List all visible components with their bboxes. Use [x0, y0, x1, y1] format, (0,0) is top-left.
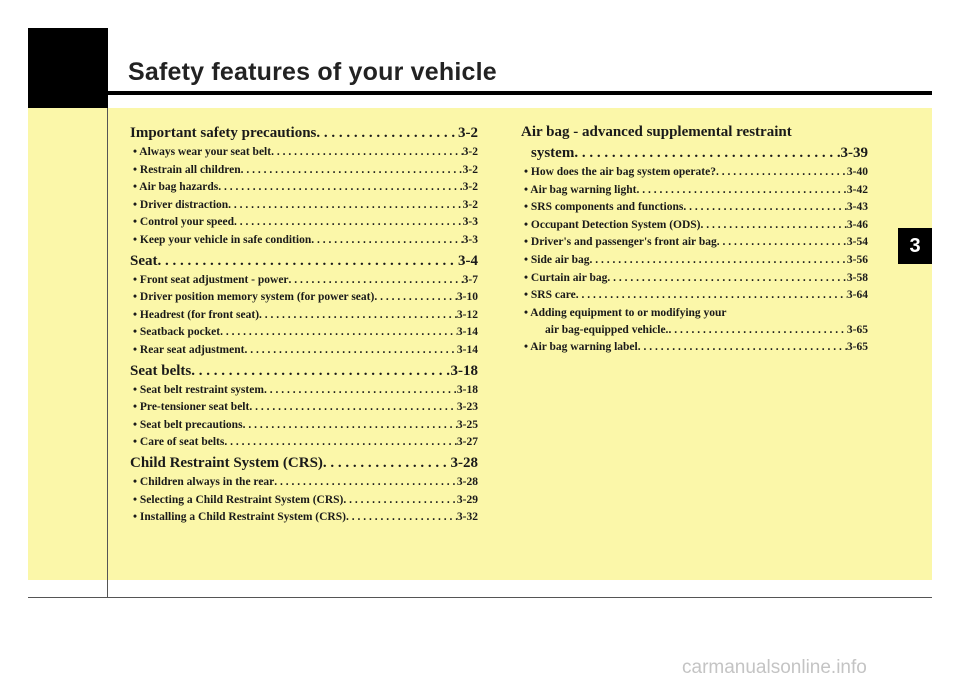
toc-entry[interactable]	[521, 270, 868, 288]
toc-heading-airbag[interactable]: Air bag - advanced supplemental restraint	[521, 124, 792, 140]
toc-entry-title: • Seat belt precautions	[133, 418, 243, 431]
toc-right-items	[521, 164, 868, 305]
toc-entry-title: Seat	[130, 252, 158, 269]
toc-entry-title: • Keep your vehicle in safe condition	[133, 233, 312, 246]
toc-entry-page: 3-2	[458, 125, 478, 141]
toc-entry-page: 3-29	[456, 493, 478, 506]
toc-entry-page: 3-2	[462, 163, 478, 176]
toc-entry[interactable]	[521, 164, 868, 182]
toc-entry-title[interactable]: • Adding equipment to or modifying your	[524, 306, 727, 319]
toc-entry-title: Child Restraint System (CRS)	[130, 454, 323, 471]
page-title: Safety features of your vehicle	[128, 58, 497, 86]
toc-entry-page: 3-18	[456, 383, 478, 396]
toc-entry-page: 3-42	[846, 183, 868, 196]
toc-leader	[716, 164, 847, 182]
toc-leader	[668, 322, 846, 340]
toc-entry-page: 3-46	[846, 218, 868, 231]
toc-entry-page: 3-27	[456, 436, 478, 449]
toc-leader	[249, 399, 457, 417]
toc-entry-page: 3-14	[456, 343, 478, 356]
toc-entry-page: 3-2	[462, 198, 478, 211]
toc-leader	[683, 199, 847, 217]
toc-entry[interactable]	[130, 197, 478, 215]
toc-leader	[259, 307, 457, 325]
toc-leader	[264, 382, 457, 400]
toc-entry-page: 3-58	[846, 271, 868, 284]
toc-entry[interactable]	[521, 217, 868, 235]
toc-entry-title: • Headrest (for front seat)	[133, 308, 260, 321]
toc-entry-page: 3-25	[456, 418, 478, 431]
toc-entry[interactable]	[521, 252, 868, 270]
toc-leader	[636, 182, 846, 200]
toc-entry[interactable]	[130, 123, 478, 144]
toc-leader	[224, 434, 457, 452]
toc-leader	[638, 339, 847, 357]
toc-entry[interactable]	[130, 272, 478, 290]
toc-entry-title: • Air bag hazards	[133, 181, 219, 194]
toc-leader	[607, 270, 847, 288]
toc-leader	[244, 342, 456, 360]
toc-leader	[576, 287, 847, 305]
toc-entry-page: 3-7	[462, 273, 478, 286]
toc-entry[interactable]	[521, 234, 868, 252]
toc-entry[interactable]	[130, 289, 478, 307]
toc-entry-title: • Front seat adjustment - power	[133, 273, 289, 286]
toc-entry[interactable]	[130, 474, 478, 492]
toc-leader	[158, 251, 459, 272]
toc-entry-page: 3-65	[846, 323, 868, 336]
toc-leader	[218, 179, 462, 197]
toc-entry[interactable]	[130, 251, 478, 272]
toc-entry[interactable]	[130, 434, 478, 452]
toc-entry[interactable]	[130, 179, 478, 197]
toc-entry-title: • Side air bag	[524, 253, 590, 266]
toc-entry[interactable]	[130, 361, 478, 382]
toc-entry-page: 3-2	[462, 146, 478, 158]
toc-entry[interactable]	[130, 162, 478, 180]
toc-entry[interactable]	[130, 232, 478, 250]
toc-entry-title: • Rear seat adjustment	[133, 343, 245, 356]
toc-entry[interactable]	[130, 417, 478, 435]
toc-entry-page: 3-28	[456, 475, 478, 488]
toc-entry-page: 3-40	[846, 166, 868, 178]
toc-entry-page: 3-2	[462, 181, 478, 194]
toc-entry[interactable]	[130, 492, 478, 510]
toc-leader	[191, 361, 450, 382]
toc-leader	[271, 144, 463, 162]
toc-entry[interactable]	[521, 143, 868, 164]
toc-leader	[374, 289, 457, 307]
toc-entry-page: 3-65	[846, 341, 868, 354]
toc-entry-title: system	[531, 145, 575, 161]
toc-entry-page: 3-4	[458, 252, 478, 269]
toc-entry-title: • Installing a Child Restraint System (CRS)	[133, 511, 346, 524]
toc-entry-title: • Occupant Detection System (ODS)	[524, 218, 701, 231]
toc-entry[interactable]	[130, 453, 478, 474]
toc-leader	[343, 492, 457, 510]
toc-leader	[220, 324, 457, 342]
toc-entry-title: • Restrain all children	[133, 163, 241, 176]
toc-leader	[241, 162, 463, 180]
toc-entry-title: • Curtain air bag	[524, 271, 608, 284]
toc-entry-title: • Seat belt restraint system	[133, 383, 264, 396]
toc-entry-title: • Air bag warning light	[524, 183, 637, 196]
toc-entry-page: 3-12	[456, 308, 478, 321]
toc-entry[interactable]	[130, 307, 478, 325]
toc-leader	[289, 272, 463, 290]
toc-leader	[234, 214, 463, 232]
toc-leader	[323, 453, 451, 474]
toc-entry-title: air bag-equipped vehicle.	[545, 323, 669, 336]
toc-entry[interactable]	[521, 199, 868, 217]
toc-leader	[243, 417, 457, 435]
toc-entry-title: • Seatback pocket	[133, 326, 221, 339]
toc-entry-title: Important safety precautions	[130, 125, 317, 141]
toc-entry[interactable]	[130, 324, 478, 342]
toc-entry-title: • Pre-tensioner seat belt	[133, 401, 250, 414]
toc-entry-title: • How does the air bag system operate?	[524, 166, 716, 178]
toc-leader	[346, 509, 457, 527]
chapter-black-block	[28, 28, 108, 108]
toc-entry-page: 3-28	[450, 454, 478, 471]
toc-entry[interactable]	[130, 144, 478, 162]
toc-entry[interactable]	[130, 509, 478, 527]
toc-entry[interactable]	[521, 287, 868, 305]
toc-leader	[717, 234, 847, 252]
toc-entry[interactable]	[130, 399, 478, 417]
margin-divider	[107, 108, 108, 598]
toc-entry-page: 3-56	[846, 253, 868, 266]
toc-leader	[228, 197, 463, 215]
toc-entry-page: 3-43	[846, 201, 868, 214]
toc-entry-title: • Driver distraction	[133, 198, 229, 211]
toc-leader	[574, 143, 840, 164]
toc-entry-title: • Always wear your seat belt	[133, 146, 272, 158]
toc-entry-page: 3-3	[462, 233, 478, 246]
toc-entry[interactable]	[130, 214, 478, 232]
chapter-tab[interactable]: 3	[898, 228, 932, 264]
toc-entry-title: • Driver's and passenger's front air bag	[524, 236, 717, 249]
toc-entry-page: 3-64	[846, 289, 868, 302]
toc-entry-title: • Control your speed	[133, 216, 235, 229]
toc-entry-page: 3-54	[846, 236, 868, 249]
toc-right-column	[521, 122, 868, 357]
toc-entry-title: • Driver position memory system (for power seat)	[133, 291, 375, 304]
toc-entry-title: • SRS care	[524, 289, 576, 302]
toc-entry-title: • SRS components and functions	[524, 201, 684, 214]
title-rule	[108, 91, 932, 95]
toc-entry-page: 3-39	[840, 145, 868, 161]
toc-entry-page: 3-14	[456, 326, 478, 339]
toc-entry-page: 3-32	[456, 511, 478, 524]
toc-entry-page: 3-3	[462, 216, 478, 229]
toc-leader	[311, 232, 462, 250]
toc-entry-title: • Care of seat belts	[133, 436, 225, 449]
toc-entry[interactable]	[521, 339, 868, 357]
toc-entry-title: • Children always in the rear	[133, 475, 275, 488]
toc-leader	[589, 252, 846, 270]
toc-entry-title: • Selecting a Child Restraint System (CRS)	[133, 493, 344, 506]
bottom-rule	[28, 597, 932, 598]
toc-entry-page: 3-18	[450, 362, 478, 379]
toc-entry[interactable]	[521, 322, 868, 340]
toc-entry[interactable]	[130, 342, 478, 360]
watermark: carmanualsonline.info	[682, 657, 867, 678]
toc-leader	[701, 217, 847, 235]
toc-entry[interactable]	[130, 382, 478, 400]
toc-left-column	[130, 122, 478, 527]
toc-entry-title: Seat belts	[130, 362, 192, 379]
toc-entry-title: • Air bag warning label	[524, 341, 638, 354]
toc-entry-page: 3-10	[456, 291, 478, 304]
toc-entry-page: 3-23	[456, 401, 478, 414]
toc-entry[interactable]	[521, 182, 868, 200]
toc-leader	[274, 474, 457, 492]
toc-leader	[316, 123, 458, 144]
